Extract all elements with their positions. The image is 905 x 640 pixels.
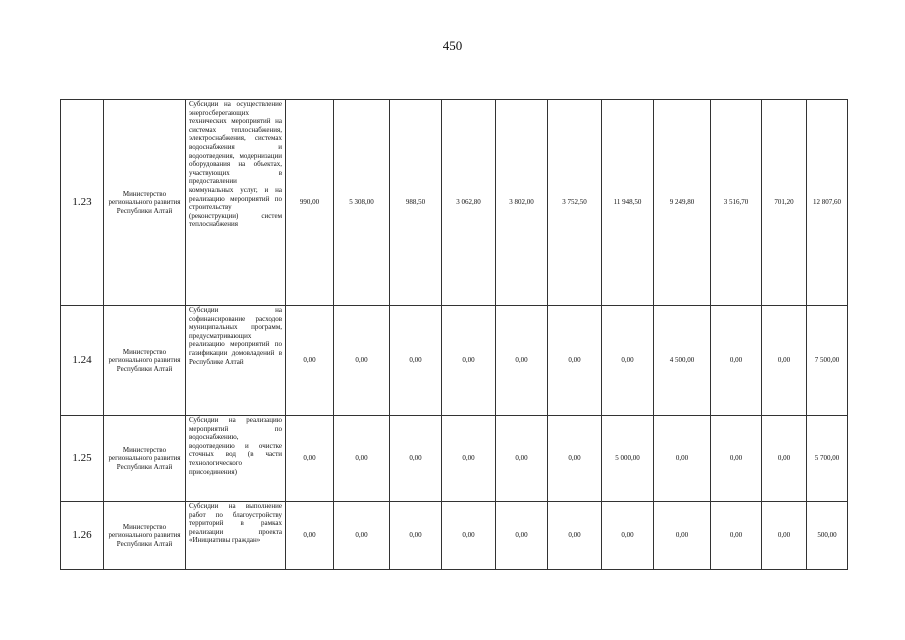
table-row bbox=[61, 416, 848, 502]
value-cell: 3 752,50 bbox=[548, 100, 602, 306]
value-cell: 0,00 bbox=[390, 306, 442, 416]
value-cell: 0,00 bbox=[334, 416, 390, 502]
value-cell: 990,00 bbox=[286, 100, 334, 306]
table-row bbox=[61, 306, 848, 416]
value-cell: 5 000,00 bbox=[602, 416, 654, 502]
value-cell: 0,00 bbox=[334, 306, 390, 416]
value-cell: 0,00 bbox=[711, 502, 762, 570]
activity-description: Субсидии на реализацию мероприятий по водоснабжению, водоотведению и очистке сточных вод (в части технологического присоединения) bbox=[186, 416, 286, 502]
value-cell: 12 807,60 bbox=[807, 100, 848, 306]
value-cell: 3 062,80 bbox=[442, 100, 496, 306]
activity-description: Субсидии на осуществление энергосберегающих технических мероприятий на системах теплоснабжения, электроснабжения, системах водоснабжения и водоотведения, модернизации оборудования на объектах, участвующих в предоставлении коммунальных услуг, и на реализацию мероприятий по строительству (реконструкции) систем теплоснабжения bbox=[186, 100, 286, 306]
value-cell: 11 948,50 bbox=[602, 100, 654, 306]
value-cell: 701,20 bbox=[762, 100, 807, 306]
value-cell: 0,00 bbox=[496, 306, 548, 416]
value-cell: 0,00 bbox=[548, 306, 602, 416]
value-cell: 0,00 bbox=[390, 416, 442, 502]
value-cell: 0,00 bbox=[711, 416, 762, 502]
value-cell: 3 516,70 bbox=[711, 100, 762, 306]
value-cell: 0,00 bbox=[286, 502, 334, 570]
value-cell: 0,00 bbox=[442, 502, 496, 570]
value-cell: 0,00 bbox=[548, 416, 602, 502]
value-cell: 5 308,00 bbox=[334, 100, 390, 306]
value-cell: 0,00 bbox=[654, 502, 711, 570]
value-cell: 9 249,80 bbox=[654, 100, 711, 306]
responsible-organization: Министерство регионального развития Республики Алтай bbox=[104, 416, 186, 502]
value-cell: 4 500,00 bbox=[654, 306, 711, 416]
table-body bbox=[61, 100, 848, 570]
value-cell: 0,00 bbox=[442, 306, 496, 416]
value-cell: 0,00 bbox=[390, 502, 442, 570]
value-cell: 0,00 bbox=[711, 306, 762, 416]
value-cell: 0,00 bbox=[762, 306, 807, 416]
row-number: 1.25 bbox=[61, 416, 104, 502]
page-number: 450 bbox=[442, 38, 463, 53]
value-cell: 0,00 bbox=[286, 416, 334, 502]
value-cell: 0,00 bbox=[548, 502, 602, 570]
row-number: 1.23 bbox=[61, 100, 104, 306]
activity-description: Субсидии на выполнение работ по благоустройству территорий в рамках реализации проекта «Инициативы граждан» bbox=[186, 502, 286, 570]
value-cell: 0,00 bbox=[286, 306, 334, 416]
value-cell: 0,00 bbox=[334, 502, 390, 570]
value-cell: 0,00 bbox=[602, 306, 654, 416]
table-row bbox=[61, 100, 848, 306]
value-cell: 7 500,00 bbox=[807, 306, 848, 416]
value-cell: 500,00 bbox=[807, 502, 848, 570]
row-number: 1.26 bbox=[61, 502, 104, 570]
value-cell: 0,00 bbox=[442, 416, 496, 502]
value-cell: 5 700,00 bbox=[807, 416, 848, 502]
activity-description: Субсидии на софинансирование расходов муниципальных программ, предусматривающих реализацию мероприятий по газификации домовладений в Республике Алтай bbox=[186, 306, 286, 416]
value-cell: 0,00 bbox=[762, 416, 807, 502]
responsible-organization: Министерство регионального развития Республики Алтай bbox=[104, 100, 186, 306]
table-row bbox=[61, 502, 848, 570]
budget-table bbox=[60, 99, 848, 570]
responsible-organization: Министерство регионального развития Республики Алтай bbox=[104, 306, 186, 416]
value-cell: 0,00 bbox=[496, 416, 548, 502]
value-cell: 988,50 bbox=[390, 100, 442, 306]
value-cell: 0,00 bbox=[654, 416, 711, 502]
value-cell: 3 802,00 bbox=[496, 100, 548, 306]
responsible-organization: Министерство регионального развития Республики Алтай bbox=[104, 502, 186, 570]
value-cell: 0,00 bbox=[602, 502, 654, 570]
row-number: 1.24 bbox=[61, 306, 104, 416]
value-cell: 0,00 bbox=[496, 502, 548, 570]
value-cell: 0,00 bbox=[762, 502, 807, 570]
